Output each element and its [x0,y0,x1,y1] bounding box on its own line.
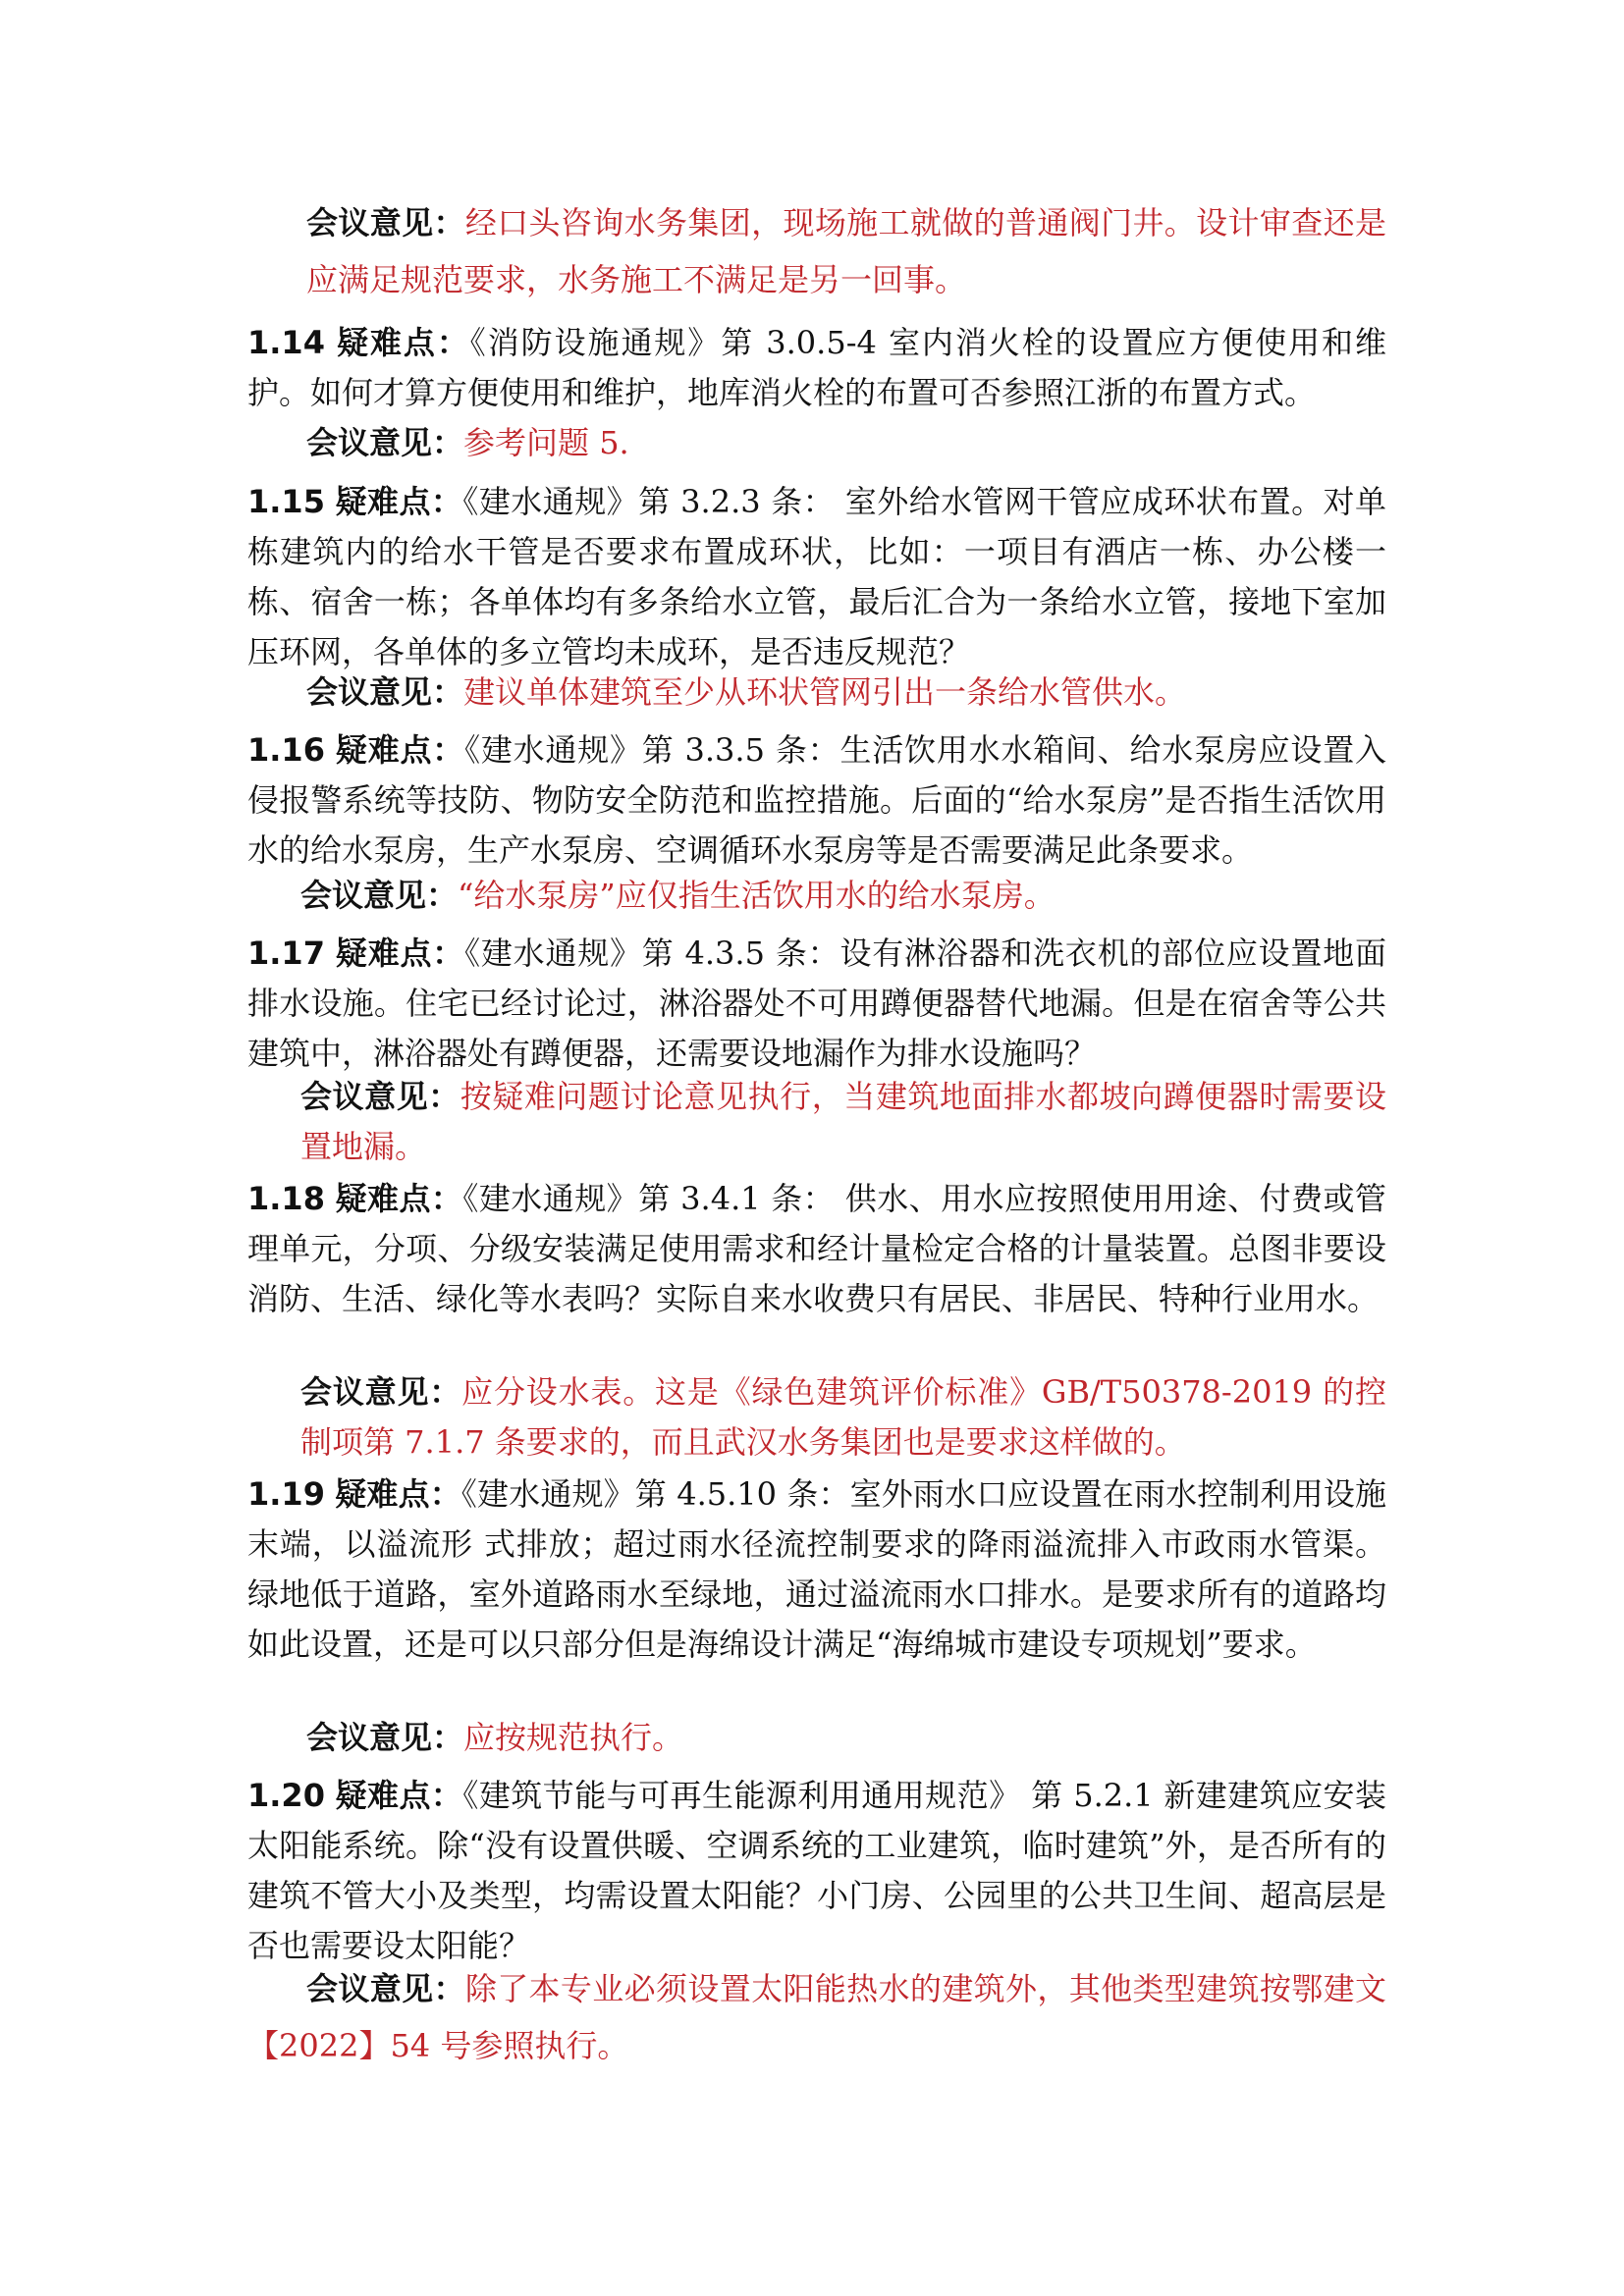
opinion-text: 除了本专业必须设置太阳能热水的建筑外，其他类型建筑按鄂建文【2022】54 号参照执行。 [247,1970,1386,2064]
question-1-19 [247,1469,1386,1670]
question-number: 1.15 [247,483,325,520]
opinion-label: 会议意见： [306,204,465,241]
opinion-1-20 [247,1960,1386,2074]
question-1-17 [247,929,1386,1079]
question-text: 《建水通规》第 3.4.1 条： 供水、用水应按照使用用途、付费或管理单元，分项、分级安装满足使用需求和经计量检定合格的计量装置。总图非要设消防、生活、绿化等水表吗？实际自来水收费只有居民、非居民、特种行业用水。 [247,1180,1386,1317]
opinion-1-15 [306,667,1386,718]
question-label: 疑难点： [335,1777,463,1814]
question-number: 1.16 [247,731,325,769]
opinion-label: 会议意见： [306,1719,464,1756]
question-label: 疑难点： [335,1475,461,1513]
opinion-1-14 [306,418,1386,468]
question-text: 《建水通规》第 4.5.10 条：室外雨水口应设置在雨水控制利用设施末端，以溢流形 式排放；超过雨水径流控制要求的降雨溢流排入市政雨水管渠。绿地低于道路，室外道路雨水至绿地，通过溢流雨水口排水。是要求所有的道路均如此设置，还是可以只部分但是海绵设计满足“海绵城市建设专项规划”要求。 [247,1475,1386,1663]
opinion-text: 应按规范执行。 [463,1719,684,1756]
question-label: 疑难点： [337,324,470,361]
question-text: 《建筑节能与可再生能源利用通用规范》 第 5.2.1 新建建筑应安装太阳能系统。除“没有设置供暖、空调系统的工业建筑，临时建筑”外，是否所有的建筑不管大小及类型，均需设置太阳能？小门房、公园里的公共卫生间、超高层是否也需要设太阳能？ [247,1777,1386,1964]
opinion-text: 参考问题 5. [463,424,629,461]
opinion-label: 会议意见： [300,1373,462,1411]
opinion-1-17 [300,1072,1386,1172]
opinion-1-13 [306,194,1386,308]
opinion-text: 应分设水表。这是《绿色建筑评价标准》GB/T50378-2019 的控制项第 7.1.7 条要求的，而且武汉水务集团也是要求这样做的。 [300,1373,1386,1461]
question-number: 1.18 [247,1180,325,1217]
opinion-1-19 [306,1713,1386,1763]
opinion-text: 建议单体建筑至少从环状管网引出一条给水管供水。 [463,673,1187,711]
question-text: 《建水通规》第 4.3.5 条：设有淋浴器和洗衣机的部位应设置地面排水设施。住宅已经讨论过，淋浴器处不可用蹲便器替代地漏。但是在宿舍等公共建筑中，淋浴器处有蹲便器，还需要设地漏作为排水设施吗？ [247,934,1386,1072]
opinion-1-16 [300,871,1386,921]
opinion-label: 会议意见： [306,673,464,711]
question-label: 疑难点： [335,483,463,520]
question-text: 《建水通规》第 3.2.3 条： 室外给水管网干管应成环状布置。对单栋建筑内的给水干管是否要求布置成环状，比如：一项目有酒店一栋、办公楼一栋、宿舍一栋；各单体均有多条给水立管，最后汇合为一条给水立管，接地下室加压环网，各单体的多立管均未成环，是否违反规范？ [247,483,1386,670]
question-1-14 [247,318,1386,418]
question-text: 《建水通规》第 3.3.5 条：生活饮用水水箱间、给水泵房应设置入侵报警系统等技防、物防安全防范和监控措施。后面的“给水泵房”是否指生活饮用水的给水泵房，生产水泵房、空调循环水泵房等是否需要满足此条要求。 [247,731,1386,869]
opinion-label: 会议意见： [306,1970,465,2007]
question-1-20 [247,1771,1386,1971]
opinion-text: 经口头咨询水务集团，现场施工就做的普通阀门井。设计审查还是应满足规范要求，水务施工不满足是另一回事。 [306,204,1386,298]
question-label: 疑难点： [335,1180,463,1217]
opinion-label: 会议意见： [306,424,464,461]
question-label: 疑难点： [335,731,465,769]
question-number: 1.19 [247,1475,325,1513]
opinion-label: 会议意见： [300,877,459,914]
question-1-16 [247,725,1386,876]
opinion-text: “给水泵房”应仅指生活饮用水的给水泵房。 [458,877,1056,914]
opinion-text: 按疑难问题讨论意见执行，当建筑地面排水都坡向蹲便器时需要设置地漏。 [300,1078,1386,1165]
opinion-label: 会议意见： [300,1078,460,1115]
question-text: 《消防设施通规》第 3.0.5-4 室内消火栓的设置应方便使用和维护。如何才算方便使用和维护，地库消火栓的布置可否参照江浙的布置方式。 [247,324,1386,411]
question-1-15 [247,477,1386,677]
question-number: 1.17 [247,934,325,972]
question-number: 1.20 [247,1777,325,1814]
question-number: 1.14 [247,324,325,361]
opinion-1-18 [300,1367,1386,1468]
question-1-18 [247,1174,1386,1324]
question-label: 疑难点： [335,934,465,972]
